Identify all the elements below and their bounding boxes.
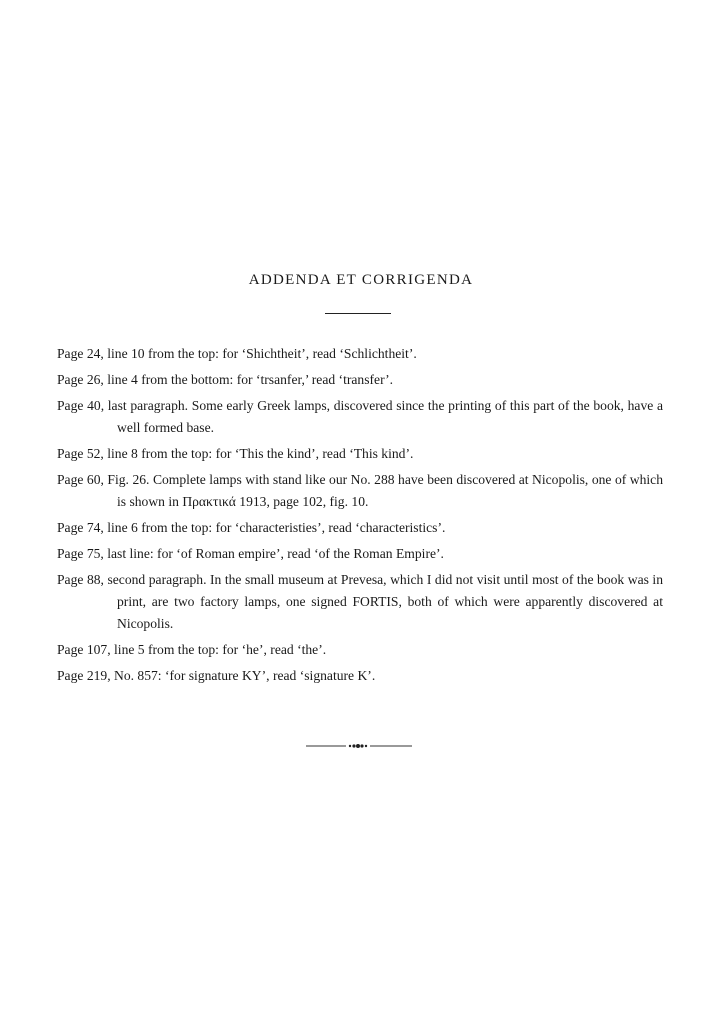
corrigenda-entry: Page 75, last line: for ‘of Roman empire’, read ‘of the Roman Empire’. xyxy=(57,546,444,561)
corrigenda-entry: Page 24, line 10 from the top: for ‘Shichtheit’, read ‘Schlichtheit’. xyxy=(57,346,417,361)
corrigenda-entry: Page 74, line 6 from the top: for ‘characteristies’, read ‘characteristics’. xyxy=(57,520,446,535)
corrigenda-entry: Page 219, No. 857: ‘for signature KY’, read ‘signature K’. xyxy=(57,668,376,683)
corrigenda-entry: Page 26, line 4 from the bottom: for ‘trsanfer,’ read ‘transfer’. xyxy=(57,372,394,387)
corrigenda-entry: Page 52, line 8 from the top: for ‘This the kind’, read ‘This kind’. xyxy=(57,446,414,461)
corrigenda-entry: Page 88, second paragraph. In the small museum at Prevesa, which I did not visit until most of the book was in print, are two factory lamps, one signed FORTIS, both of which were apparently discovered at Nicopolis. xyxy=(57,572,663,631)
page-title: ADDENDA ET CORRIGENDA xyxy=(248,272,474,288)
corrigenda-entry: Page 107, line 5 from the top: for ‘he’, read ‘the’. xyxy=(57,642,327,657)
corrigenda-entry: Page 40, last paragraph. Some early Greek lamps, discovered since the printing of this part of the book, have a well formed base. xyxy=(57,398,663,435)
end-ornament xyxy=(306,740,412,752)
corrigenda-entry: Page 60, Fig. 26. Complete lamps with stand like our No. 288 have been discovered at Nicopolis, one of which is shown in Πρακτικά 1913, page 102, fig. 10. xyxy=(57,472,663,509)
corrigenda-list xyxy=(57,343,663,691)
title-rule xyxy=(325,313,391,314)
